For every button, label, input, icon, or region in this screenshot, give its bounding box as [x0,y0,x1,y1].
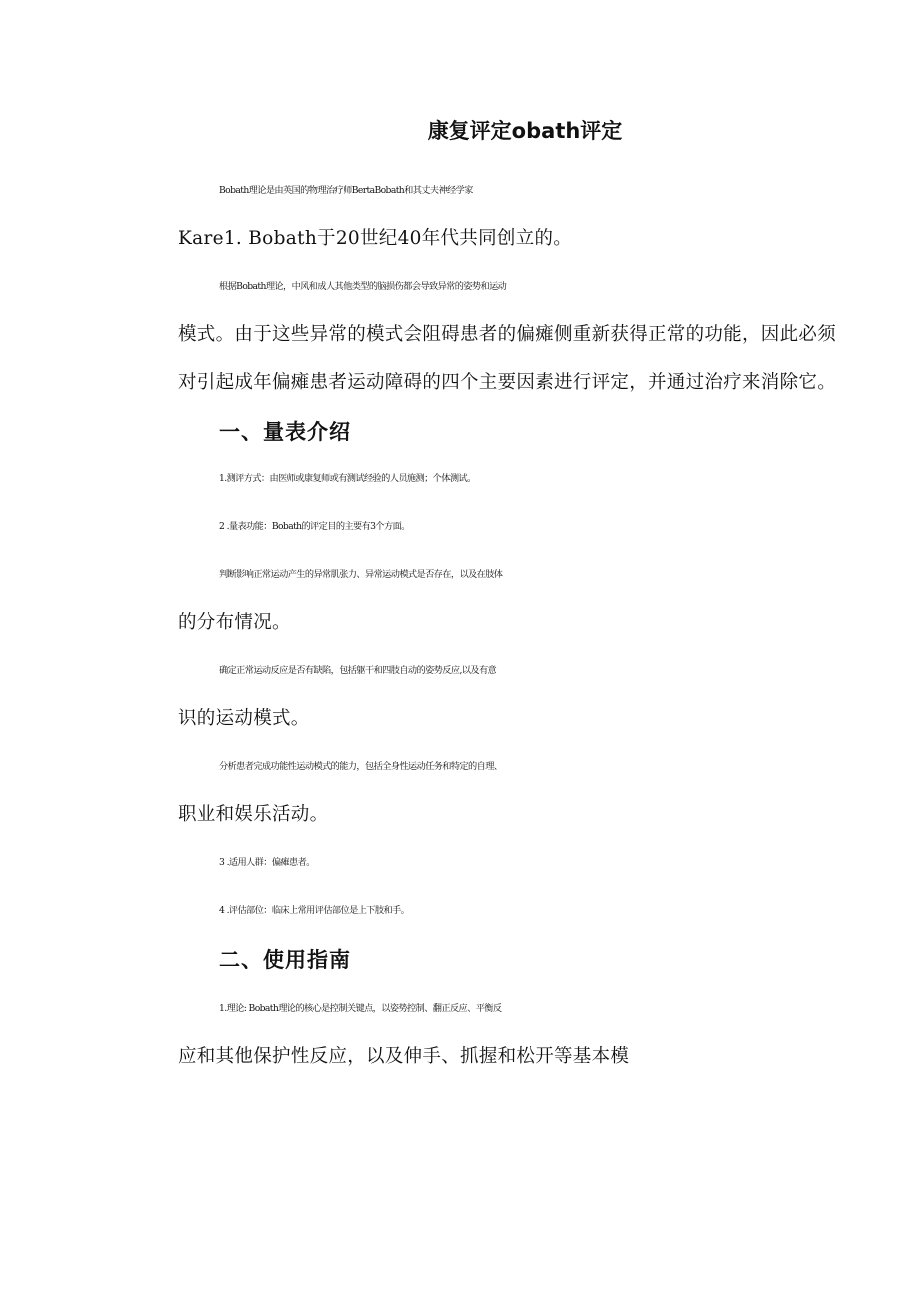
aim1-line-2: 的分布情况。 [178,612,291,633]
aim3-line-2: 职业和娱乐活动。 [178,804,329,825]
section2-heading: 二、使用指南 [219,948,351,972]
section1-item-3: 3 .适用人群：偏瘫患者。 [219,857,315,868]
intro-line-2: Kare1. Bobath于20世纪40年代共同创立的。 [178,228,573,249]
para2-line-2: 模式。由于这些异常的模式会阻碍患者的偏瘫侧重新获得正常的功能，因此必须 [178,324,837,345]
intro-line-1: Bobath理论是由英国的物理治疗师BertaBobath和其丈夫神经学家 [219,185,473,196]
para2-line-1: 根据Bobath理论，中风和成人其他类型的脑损伤都会导致异常的姿势和运动 [219,281,507,292]
aim1-line-1: 判断影响正常运动产生的异常肌张力、异常运动模式是否存在，以及在肢体 [219,569,503,580]
aim2-line-2: 识的运动模式。 [178,708,310,729]
section1-heading: 一、量表介绍 [219,420,351,444]
section1-item-2: 2 .量表功能：Bobath的评定目的主要有3个方面。 [219,521,410,532]
section2-item-1-line-2: 应和其他保护性反应，以及伸手、抓握和松开等基本模 [178,1046,630,1067]
aim3-line-1: 分析患者完成功能性运动模式的能力，包括全身性运动任务和特定的自理、 [219,761,503,772]
section2-item-1-line-1: 1.理论: Bobath理论的核心是控制关键点，以姿势控制、翻正反应、平衡反 [219,1003,502,1014]
aim2-line-1: 确定正常运动反应是否有缺陷，包括躯干和四肢自动的姿势反应,以及有意 [219,665,497,676]
section1-item-1: 1.测评方式：由医师或康复师或有测试经验的人员施测；个体测试。 [219,473,476,484]
section1-item-4: 4 .评估部位：临床上常用评估部位是上下肢和手。 [219,905,410,916]
document-title: 康复评定obath评定 [427,119,623,143]
para2-line-3: 对引起成年偏瘫患者运动障碍的四个主要因素进行评定，并通过治疗来消除它。 [178,372,837,393]
